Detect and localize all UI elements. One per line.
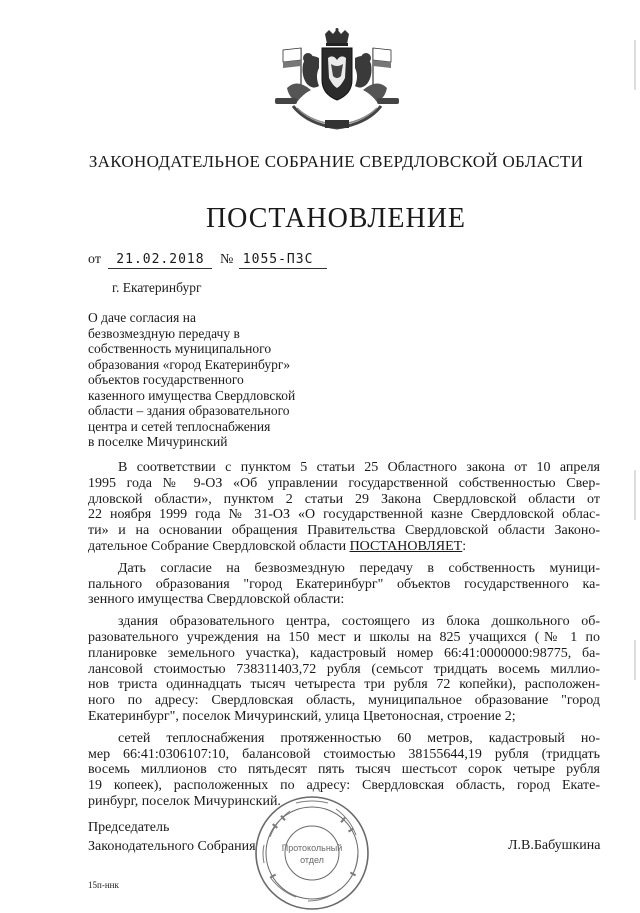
subject-line: образования «город Екатеринбург» (88, 356, 291, 372)
subject-line: безвозмездную передачу в (88, 325, 240, 341)
body-line: 22 ноября 1999 года № 31-ОЗ «О государственной казне Свердловской облас- (88, 507, 600, 523)
body-line: дловской области», пунктом 2 статьи 29 Закона Свердловской области от (88, 491, 600, 507)
coat-of-arms-emblem (267, 28, 407, 133)
document-footer-code: 15п-ннк (88, 880, 119, 890)
number-label: № (219, 252, 234, 267)
body-line: 19 копеек), расположенных по адресу: Свердловская область, город Екате- (88, 778, 600, 794)
subject-line: казенного имущества Свердловской (88, 387, 296, 403)
body-line-punct: : (462, 538, 467, 554)
document-subject (88, 310, 368, 450)
body-line: здания образовательного центра, состоящего из блока дошкольного об- (118, 614, 600, 630)
stamp-center-text: Протокольный (281, 843, 343, 853)
body-line: Дать согласие на безвозмездную передачу в собственность муници- (118, 560, 600, 576)
body-line: ринбург, поселок Мичуринский. (88, 793, 281, 809)
signatory-title-line: Председатель (88, 820, 170, 835)
body-line: 1995 года № 9-ОЗ «Об управлении государственной собственностью Свер- (88, 475, 600, 491)
subject-line: области – здания образовательного (88, 403, 290, 418)
body-line: пального образования "город Екатеринбург" объектов государственного ка- (88, 576, 600, 592)
body-line: ного по адресу: Свердловская область, муниципальное образование "город (88, 693, 600, 709)
stamp-center-text: отдел (300, 855, 324, 865)
document-body (88, 460, 600, 816)
subject-line: объектов государственного (88, 372, 244, 387)
body-line (88, 539, 600, 555)
resolves-keyword: ПОСТАНОВЛЯЕТ (349, 538, 463, 554)
date-label: от (88, 252, 101, 267)
body-line: мер 66:41:0306107:10, балансовой стоимостью 38155644,19 рубля (тридцать (88, 746, 600, 762)
body-line-text: дательное Собрание Свердловской области (88, 538, 350, 554)
body-line: планировке земельного участка), кадастровый номер 66:41:0000000:98775, ба- (88, 645, 600, 661)
body-line: зенного имущества Свердловской области: (88, 592, 345, 608)
building-paragraph (88, 614, 600, 725)
consent-paragraph (88, 561, 600, 608)
body-line: сетей теплоснабжения протяженностью 60 метров, кадастровый но- (118, 730, 600, 746)
document-reference-line (88, 252, 327, 269)
subject-line: О даче согласия на (88, 310, 196, 325)
body-line: нов триста одиннадцать тысяч четыреста три рубля 72 копейки), расположен- (88, 677, 600, 693)
document-number: 1055-ПЗС (239, 252, 327, 269)
subject-line: собственность муниципального (88, 341, 272, 356)
signatory-name: Л.В.Бабушкина (508, 838, 601, 853)
body-line: ти» и на основании обращения Правительства Свердловской области Законо- (88, 523, 600, 539)
body-line: разовательного учреждения на 150 мест и школы на 825 учащихся (№ 1 по (88, 629, 600, 645)
body-line: восемь миллионов сто пятьдесят пять тысяч шестьсот сорок четыре рубля (88, 762, 600, 778)
document-date: 21.02.2018 (108, 252, 212, 269)
signatory-title-line: Законодательного Собрания (88, 839, 256, 854)
body-line: лансовой стоимостью 738311403,72 рубля (семьсот тридцать восемь миллио- (88, 661, 600, 677)
document-city: г. Екатеринбург (112, 280, 202, 295)
body-line: Екатеринбург", поселок Мичуринский, улица Цветоносная, строение 2; (88, 708, 516, 724)
subject-line: центра и сетей теплоснабжения (88, 418, 271, 434)
document-type-title: ПОСТАНОВЛЕНИЕ (205, 203, 467, 234)
body-line: В соответствии с пунктом 5 статьи 25 Областного закона от 10 апреля (118, 460, 600, 475)
subject-line: в поселке Мичуринский (88, 434, 228, 449)
scan-edge-marks (630, 0, 640, 905)
official-seal-stamp (252, 793, 372, 913)
signatory-title (88, 818, 256, 856)
preamble-paragraph (88, 460, 600, 555)
organization-name: ЗАКОНОДАТЕЛЬНОЕ СОБРАНИЕ СВЕРДЛОВСКОЙ ОБЛАСТИ (88, 152, 584, 171)
